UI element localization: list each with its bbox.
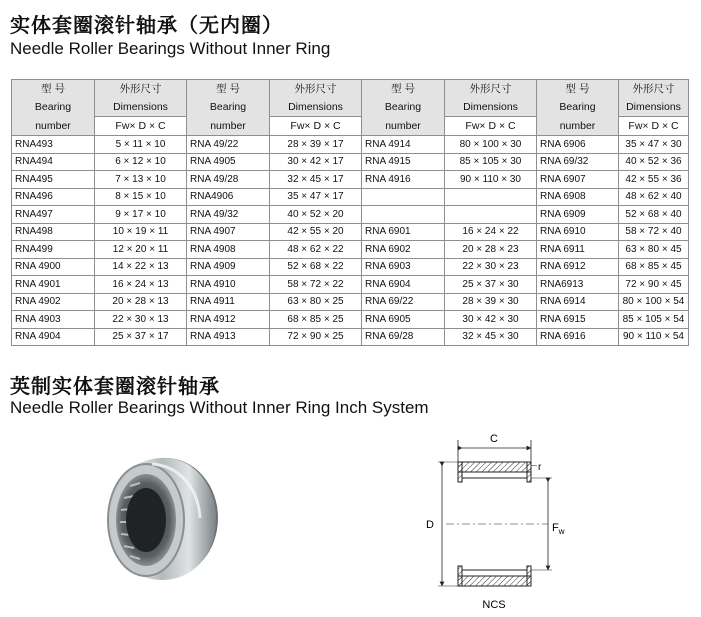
ncs-section-diagram: [418, 428, 578, 614]
dimensions-cell: 80 × 100 × 54: [619, 293, 689, 311]
table-row: [12, 293, 689, 311]
dim-header-unit: Fw× D × C: [95, 117, 187, 136]
dimensions-cell: 42 × 55 × 36: [619, 171, 689, 189]
dim-header-en: Dimensions: [270, 98, 362, 117]
bearing-number-cell: RNA 49/28: [187, 171, 270, 189]
dimensions-cell: 10 × 19 × 11: [95, 223, 187, 241]
table-row: [12, 241, 689, 259]
section-1-title-cn: 实体套圈滚针轴承（无内圈）: [10, 13, 283, 37]
dimensions-cell: 7 × 13 × 10: [95, 171, 187, 189]
table-row: [12, 328, 689, 346]
dimensions-cell: 5 × 11 × 10: [95, 136, 187, 154]
bearing-number-cell: RNA 4915: [362, 153, 445, 171]
section-2-title-cn: 英制实体套圈滚针轴承: [10, 374, 220, 398]
bearing-number-cell: RNA 6907: [537, 171, 619, 189]
bearing-number-cell: RNA 6914: [537, 293, 619, 311]
label-d: D: [426, 519, 434, 531]
bearing-number-cell: RNA 4910: [187, 276, 270, 294]
model-header-en: Bearing: [12, 98, 95, 117]
dim-header-cn: 外形尺寸: [619, 80, 689, 99]
table-row: [12, 276, 689, 294]
dimensions-cell: 80 × 100 × 30: [445, 136, 537, 154]
dimensions-cell: 16 × 24 × 13: [95, 276, 187, 294]
dim-header-en: Dimensions: [619, 98, 689, 117]
table-body: [12, 136, 689, 346]
label-c: C: [490, 433, 498, 445]
model-header-en: Bearing: [362, 98, 445, 117]
bearing-spec-table: [11, 79, 689, 346]
model-header-cn: 型 号: [187, 80, 270, 99]
dimensions-cell: 14 × 22 × 13: [95, 258, 187, 276]
dim-header-en: Dimensions: [95, 98, 187, 117]
bearing-number-cell: RNA499: [12, 241, 95, 259]
label-ncs: NCS: [482, 599, 506, 611]
bearing-number-cell: RNA 4902: [12, 293, 95, 311]
dimensions-cell: 63 × 80 × 25: [270, 293, 362, 311]
dimensions-cell: 25 × 37 × 17: [95, 328, 187, 346]
bearing-number-cell: RNA 6901: [362, 223, 445, 241]
dim-header-unit: Fw× D × C: [619, 117, 689, 136]
model-header-number: number: [187, 117, 270, 136]
model-header-en: Bearing: [537, 98, 619, 117]
dimensions-cell: 28 × 39 × 30: [445, 293, 537, 311]
bearing-number-cell: RNA 4901: [12, 276, 95, 294]
dim-header-unit: Fw× D × C: [270, 117, 362, 136]
model-header-en: Bearing: [187, 98, 270, 117]
dimensions-cell: 68 × 85 × 25: [270, 311, 362, 329]
bearing-number-cell: RNA495: [12, 171, 95, 189]
bearing-number-cell: RNA 6916: [537, 328, 619, 346]
model-header-cn: 型 号: [362, 80, 445, 99]
bearing-number-cell: RNA 4904: [12, 328, 95, 346]
bearing-number-cell: RNA6913: [537, 276, 619, 294]
model-header-number: number: [12, 117, 95, 136]
table-row: [12, 206, 689, 224]
dimensions-cell: 40 × 52 × 36: [619, 153, 689, 171]
dimensions-cell: 16 × 24 × 22: [445, 223, 537, 241]
dimensions-cell: 25 × 37 × 30: [445, 276, 537, 294]
dimensions-cell: 63 × 80 × 45: [619, 241, 689, 259]
dimensions-cell: 52 × 68 × 40: [619, 206, 689, 224]
dimensions-cell: 40 × 52 × 20: [270, 206, 362, 224]
header-row-3: [12, 117, 689, 136]
dimensions-cell: 58 × 72 × 22: [270, 276, 362, 294]
dimensions-cell: 72 × 90 × 25: [270, 328, 362, 346]
bearing-number-cell: RNA 6905: [362, 311, 445, 329]
dim-header-cn: 外形尺寸: [445, 80, 537, 99]
needle-bearing-photo: [88, 448, 228, 588]
section-2-title-en: Needle Roller Bearings Without Inner Ring Inch System: [10, 398, 429, 417]
table-row: [12, 171, 689, 189]
bearing-number-cell: RNA496: [12, 188, 95, 206]
bearing-number-cell: RNA493: [12, 136, 95, 154]
header-row-1: [12, 80, 689, 99]
bearing-number-cell: RNA494: [12, 153, 95, 171]
dimensions-cell: 48 × 62 × 22: [270, 241, 362, 259]
dimensions-cell: 9 × 17 × 10: [95, 206, 187, 224]
dimensions-cell: 58 × 72 × 40: [619, 223, 689, 241]
dimensions-cell: 20 × 28 × 23: [445, 241, 537, 259]
bearing-number-cell: RNA 6904: [362, 276, 445, 294]
bearing-number-cell: RNA 4913: [187, 328, 270, 346]
bearing-number-cell: [362, 188, 445, 206]
dimensions-cell: [445, 206, 537, 224]
bearing-number-cell: RNA 4909: [187, 258, 270, 276]
dim-header-cn: 外形尺寸: [270, 80, 362, 99]
bearing-number-cell: RNA 6911: [537, 241, 619, 259]
bearing-number-cell: RNA 4907: [187, 223, 270, 241]
table-row: [12, 311, 689, 329]
dim-header-cn: 外形尺寸: [95, 80, 187, 99]
table-row: [12, 223, 689, 241]
bearing-number-cell: RNA 4912: [187, 311, 270, 329]
dimensions-cell: 12 × 20 × 11: [95, 241, 187, 259]
dimensions-cell: 52 × 68 × 22: [270, 258, 362, 276]
bearing-number-cell: RNA 6910: [537, 223, 619, 241]
dimensions-cell: 30 × 42 × 30: [445, 311, 537, 329]
bearing-number-cell: RNA 4916: [362, 171, 445, 189]
dimensions-cell: 35 × 47 × 30: [619, 136, 689, 154]
dimensions-cell: 85 × 105 × 30: [445, 153, 537, 171]
dimensions-cell: 28 × 39 × 17: [270, 136, 362, 154]
bearing-number-cell: RNA 6909: [537, 206, 619, 224]
bearing-number-cell: RNA 69/28: [362, 328, 445, 346]
bearing-number-cell: RNA 6915: [537, 311, 619, 329]
bearing-number-cell: RNA 49/22: [187, 136, 270, 154]
bearing-number-cell: [362, 206, 445, 224]
dim-header-unit: Fw× D × C: [445, 117, 537, 136]
bearing-number-cell: RNA 69/22: [362, 293, 445, 311]
bearing-number-cell: RNA 6912: [537, 258, 619, 276]
model-header-number: number: [362, 117, 445, 136]
bearing-number-cell: RNA498: [12, 223, 95, 241]
dimensions-cell: [445, 188, 537, 206]
dimensions-cell: 22 × 30 × 23: [445, 258, 537, 276]
dimensions-cell: 48 × 62 × 40: [619, 188, 689, 206]
bearing-number-cell: RNA 69/32: [537, 153, 619, 171]
bearing-number-cell: RNA 4905: [187, 153, 270, 171]
model-header-number: number: [537, 117, 619, 136]
dimensions-cell: 72 × 90 × 45: [619, 276, 689, 294]
dimensions-cell: 32 × 45 × 30: [445, 328, 537, 346]
dimensions-cell: 30 × 42 × 17: [270, 153, 362, 171]
dimensions-cell: 90 × 110 × 30: [445, 171, 537, 189]
bearing-number-cell: RNA4906: [187, 188, 270, 206]
table-row: [12, 188, 689, 206]
bearing-number-cell: RNA 4900: [12, 258, 95, 276]
label-fw: $F_w$: [552, 522, 565, 536]
model-header-cn: 型 号: [537, 80, 619, 99]
bearing-number-cell: RNA 6908: [537, 188, 619, 206]
table-row: [12, 153, 689, 171]
dimensions-cell: 8 × 15 × 10: [95, 188, 187, 206]
dimensions-cell: 90 × 110 × 54: [619, 328, 689, 346]
bearing-number-cell: RNA 49/32: [187, 206, 270, 224]
bearing-number-cell: RNA 4908: [187, 241, 270, 259]
bearing-number-cell: RNA 4911: [187, 293, 270, 311]
table-row: [12, 136, 689, 154]
section-1-title-en: Needle Roller Bearings Without Inner Ring: [10, 39, 331, 58]
dimensions-cell: 6 × 12 × 10: [95, 153, 187, 171]
dimensions-cell: 32 × 45 × 17: [270, 171, 362, 189]
bearing-number-cell: RNA 4914: [362, 136, 445, 154]
label-r: r: [538, 462, 542, 473]
bearing-number-cell: RNA 6903: [362, 258, 445, 276]
header-row-2: [12, 98, 689, 117]
dimensions-cell: 68 × 85 × 45: [619, 258, 689, 276]
dimensions-cell: 85 × 105 × 54: [619, 311, 689, 329]
dimensions-cell: 22 × 30 × 13: [95, 311, 187, 329]
table-row: [12, 258, 689, 276]
bearing-number-cell: RNA 6902: [362, 241, 445, 259]
dimensions-cell: 35 × 47 × 17: [270, 188, 362, 206]
dimensions-cell: 20 × 28 × 13: [95, 293, 187, 311]
bearing-number-cell: RNA 4903: [12, 311, 95, 329]
bearing-number-cell: RNA 6906: [537, 136, 619, 154]
dim-header-en: Dimensions: [445, 98, 537, 117]
dimensions-cell: 42 × 55 × 20: [270, 223, 362, 241]
model-header-cn: 型 号: [12, 80, 95, 99]
bearing-number-cell: RNA497: [12, 206, 95, 224]
